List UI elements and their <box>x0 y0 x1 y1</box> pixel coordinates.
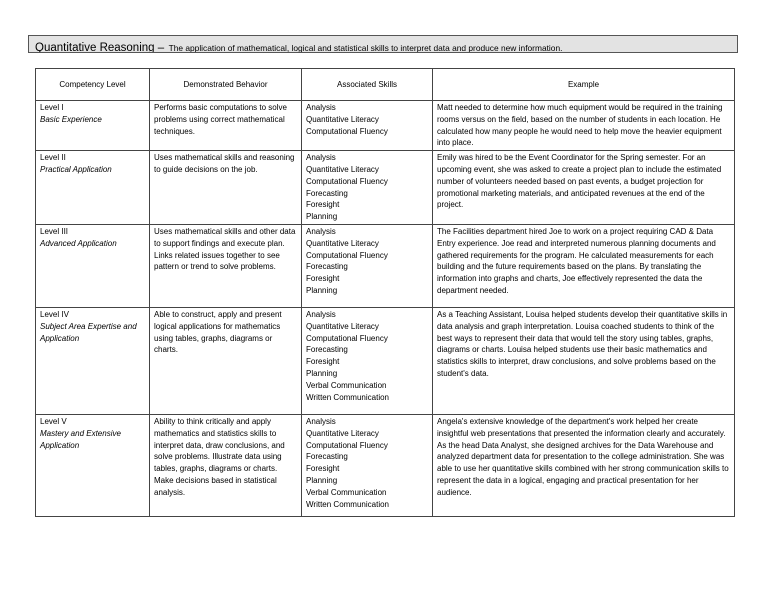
document-title: Quantitative Reasoning – <box>35 42 165 53</box>
level-label: Level II <box>40 153 66 163</box>
skill-item: Foresight <box>306 200 340 210</box>
document-description: The application of mathematical, logical and statistical skills to interpret data and produce new information. <box>168 43 563 53</box>
skill-item: Analysis <box>306 226 336 236</box>
skill-item: Planning <box>306 475 338 485</box>
level-cell <box>36 414 150 516</box>
skill-item: Analysis <box>306 103 336 112</box>
skill-item: Written Communication <box>306 499 389 509</box>
level-subtitle: Mastery and Extensive Application <box>40 428 121 450</box>
skill-item: Foresight <box>306 274 340 284</box>
skill-item: Quantitative Literacy <box>306 321 379 331</box>
behavior-cell: Uses mathematical skills and other data to support findings and execute plan. Links related issues together to see pattern or trend to solve problems. <box>150 224 302 307</box>
skill-item: Computational Fluency <box>306 250 388 260</box>
skill-item: Planning <box>306 368 338 378</box>
level-label: Level V <box>40 416 67 426</box>
skill-item: Foresight <box>306 357 340 367</box>
skill-item: Analysis <box>306 416 336 426</box>
table-row <box>36 224 735 307</box>
skill-item: Quantitative Literacy <box>306 114 379 124</box>
skill-item: Verbal Communication <box>306 487 387 497</box>
competency-table <box>35 68 735 517</box>
level-cell <box>36 101 150 151</box>
example-cell: The Facilities department hired Joe to work on a project requiring CAD & Data Entry experience. Joe read and interpreted numerous planning documents and gathered requirements for the program. He calculated measurements for each building and the future requirements based on the plans. By translating the information into graphs and charts, Joe effectively represented the data the department needed. <box>433 224 735 307</box>
skill-item: Analysis <box>306 309 336 319</box>
level-subtitle: Practical Application <box>40 164 112 174</box>
behavior-cell: Performs basic computations to solve problems using correct mathematical techniques. <box>150 101 302 151</box>
skill-item: Computational Fluency <box>306 333 388 343</box>
skill-item: Planning <box>306 285 338 295</box>
skills-cell <box>302 151 433 225</box>
skill-item: Planning <box>306 212 338 222</box>
skills-cell <box>302 101 433 151</box>
skill-item: Forecasting <box>306 188 348 198</box>
example-cell: Emily was hired to be the Event Coordinator for the Spring semester. For an upcoming event, she was asked to create a project plan to include the estimated number of volunteers needed based on past events, a budget projection for promotional marketing materials, and anticipated revenues at the end of the project. <box>433 151 735 225</box>
table-row <box>36 414 735 516</box>
level-subtitle: Subject Area Expertise and Application <box>40 321 137 343</box>
skill-item: Verbal Communication <box>306 380 387 390</box>
skill-item: Forecasting <box>306 262 348 272</box>
level-label: Level III <box>40 226 69 236</box>
skill-item: Analysis <box>306 153 336 163</box>
skill-item: Foresight <box>306 464 340 474</box>
skill-item: Quantitative Literacy <box>306 164 379 174</box>
header-example: Example <box>433 69 735 101</box>
table-row <box>36 101 735 151</box>
skills-cell <box>302 414 433 516</box>
behavior-cell: Ability to think critically and apply mathematics and statistics skills to interpret data, draw conclusions, and solve problems. Illustrate data using tables, graphs, diagrams or charts. Make decisions based in statistical analysis. <box>150 414 302 516</box>
skill-item: Forecasting <box>306 345 348 355</box>
skill-item: Computational Fluency <box>306 176 388 186</box>
header-associated-skills: Associated Skills <box>302 69 433 101</box>
table-header-row <box>36 69 735 101</box>
document-title-bar <box>28 35 738 53</box>
example-cell: As a Teaching Assistant, Louisa helped students develop their quantitative skills in data analysis and graph interpretation. Louisa coached students to think of the best ways to represent their data that would tell the story using tables, graphs, diagrams or charts. Louisa helped students use their basic mathematics and statistics skills to interpret, draw conclusions, and solve problems based on the student's data. <box>433 307 735 414</box>
header-demonstrated-behavior: Demonstrated Behavior <box>150 69 302 101</box>
behavior-cell: Uses mathematical skills and reasoning to guide decisions on the job. <box>150 151 302 225</box>
level-subtitle: Basic Experience <box>40 114 102 124</box>
example-cell: Matt needed to determine how much equipment would be required in the training rooms versus on the field, based on the number of students in each location. He calculated how many people he would need to help move the heavier equipment into place. <box>433 101 735 151</box>
header-competency-level: Competency Level <box>36 69 150 101</box>
skill-item: Computational Fluency <box>306 126 388 136</box>
skills-cell <box>302 224 433 307</box>
skill-item: Quantitative Literacy <box>306 238 379 248</box>
example-cell: Angela's extensive knowledge of the department's work helped her create insightful web presentations that presented the information clearly and accurately. As the head Data Analyst, she designed archives for the Data Warehouse and analyzed department data for presentation to the college administration. She was able to use her quantitative skills combined with her strong communication skills to represent the data in a logical, engaging and practical presentation for her audience. <box>433 414 735 516</box>
level-label: Level IV <box>40 309 69 319</box>
skill-item: Quantitative Literacy <box>306 428 379 438</box>
level-subtitle: Advanced Application <box>40 238 117 248</box>
table-row <box>36 307 735 414</box>
skills-cell <box>302 307 433 414</box>
skill-item: Computational Fluency <box>306 440 388 450</box>
skill-item: Written Communication <box>306 392 389 402</box>
level-cell <box>36 151 150 225</box>
behavior-cell: Able to construct, apply and present logical applications for mathematics using tables, graphs, diagrams or charts. <box>150 307 302 414</box>
level-cell <box>36 224 150 307</box>
table-row <box>36 151 735 225</box>
level-label: Level I <box>40 103 64 112</box>
skill-item: Forecasting <box>306 452 348 462</box>
level-cell <box>36 307 150 414</box>
